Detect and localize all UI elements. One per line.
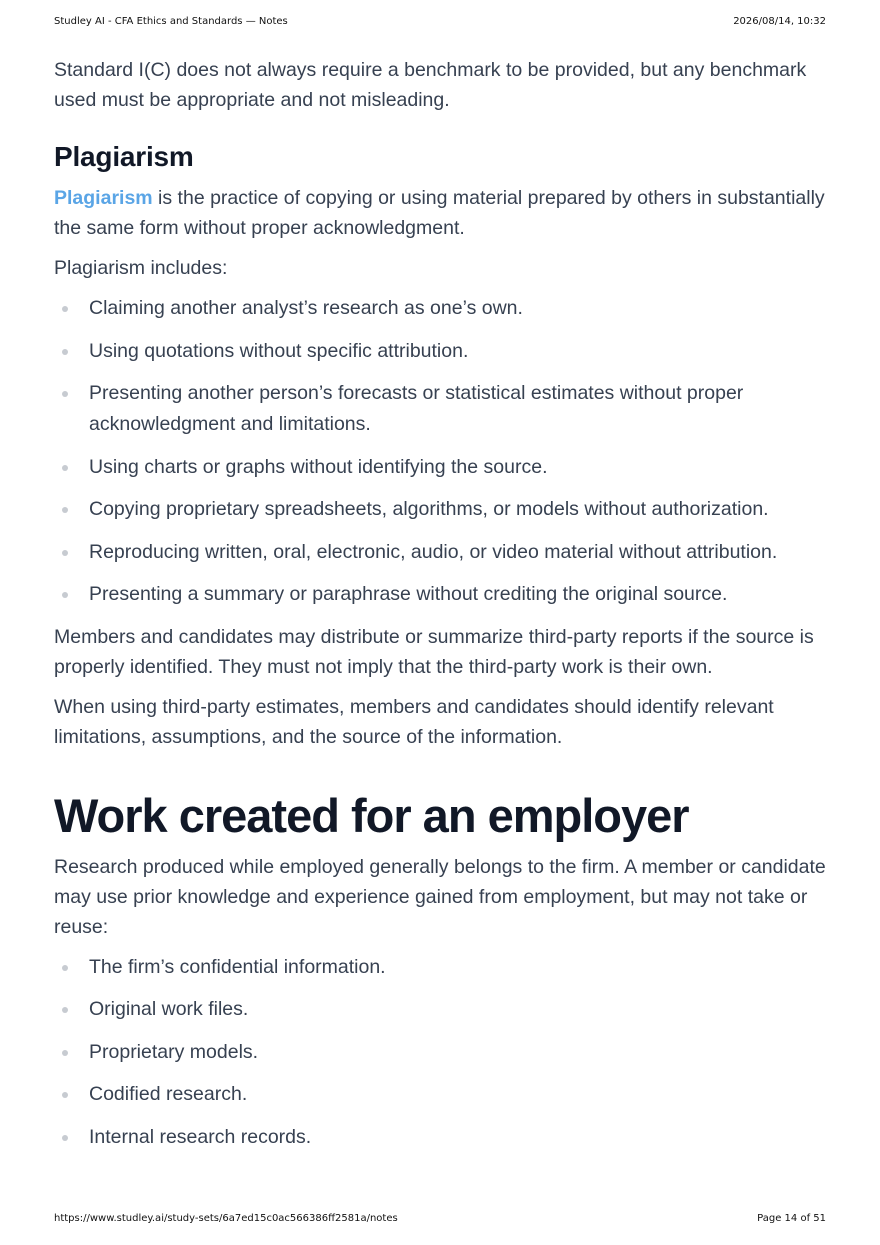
bullet-icon (62, 1092, 68, 1098)
list-item-text: Codified research. (89, 1083, 248, 1105)
print-header-datetime: 2026/08/14, 10:32 (733, 16, 826, 27)
list-item (54, 952, 829, 983)
list-item (54, 293, 829, 324)
list-item (54, 1037, 829, 1068)
bullet-icon (62, 391, 68, 397)
third-party-paragraph: Members and candidates may distribute or summarize third-party reports if the source is properly identified. They must not imply that the third-party work is their own. (54, 625, 814, 678)
employer-intro: Research produced while employed generally belongs to the firm. A member or candidate may use prior knowledge and experience gained from employment, but may not take or reuse: (54, 855, 826, 938)
bullet-icon (62, 1007, 68, 1013)
bullet-icon (62, 1135, 68, 1141)
plagiarism-definition (54, 183, 829, 243)
bullet-icon (62, 306, 68, 312)
bullet-icon (62, 550, 68, 556)
list-item (54, 994, 829, 1025)
list-item-text: Reproducing written, oral, electronic, audio, or video material without attribution. (89, 540, 778, 563)
notes-content (54, 55, 829, 1164)
bullet-icon (62, 1050, 68, 1056)
print-header (54, 16, 826, 27)
list-item-text: The firm’s confidential information. (89, 955, 386, 978)
list-item-text: Claiming another analyst’s research as one’s own. (89, 297, 523, 319)
list-item-text: Copying proprietary spreadsheets, algorithms, or models without authorization. (89, 498, 769, 520)
list-item (54, 537, 829, 568)
list-item-text: Using quotations without specific attribution. (89, 339, 469, 362)
estimates-paragraph: When using third-party estimates, members and candidates should identify relevant limitations, assumptions, and the source of the information. (54, 695, 774, 748)
plagiarism-list (54, 293, 829, 610)
list-item (54, 452, 829, 483)
list-item (54, 494, 829, 525)
bullet-icon (62, 349, 68, 355)
bullet-icon (62, 965, 68, 971)
plagiarism-definition-text: is the practice of copying or using material prepared by others in substantially the same form without proper acknowledgment. (54, 187, 825, 239)
list-item (54, 378, 829, 440)
bullet-icon (62, 507, 68, 513)
employer-heading: Work created for an employer (54, 788, 689, 842)
employer-list (54, 952, 829, 1153)
list-item (54, 579, 829, 610)
print-footer-url[interactable]: https://www.studley.ai/study-sets/6a7ed15c0ac566386ff2581a/notes (54, 1213, 398, 1224)
list-item-text: Presenting another person’s forecasts or statistical estimates without proper acknowledgment and limitations. (89, 382, 744, 435)
bullet-icon (62, 592, 68, 598)
list-item-text: Original work files. (89, 998, 249, 1020)
intro-paragraph: Standard I(C) does not always require a benchmark to be provided, but any benchmark used must be appropriate and not misleading. (54, 59, 807, 111)
print-header-title: Studley AI - CFA Ethics and Standards — Notes (54, 16, 288, 27)
plagiarism-heading: Plagiarism (54, 141, 194, 172)
bullet-icon (62, 465, 68, 471)
list-item-text: Internal research records. (89, 1125, 312, 1148)
list-item-text: Using charts or graphs without identifying the source. (89, 455, 548, 478)
plagiarism-term: Plagiarism (54, 187, 153, 209)
list-item (54, 1122, 829, 1153)
list-item-text: Presenting a summary or paraphrase without crediting the original source. (89, 583, 728, 605)
list-item-text: Proprietary models. (89, 1040, 259, 1063)
print-footer-page: Page 14 of 51 (757, 1213, 826, 1224)
print-footer (54, 1213, 826, 1224)
list-item (54, 1079, 829, 1110)
list-item (54, 336, 829, 367)
plagiarism-includes-label: Plagiarism includes: (54, 257, 228, 279)
